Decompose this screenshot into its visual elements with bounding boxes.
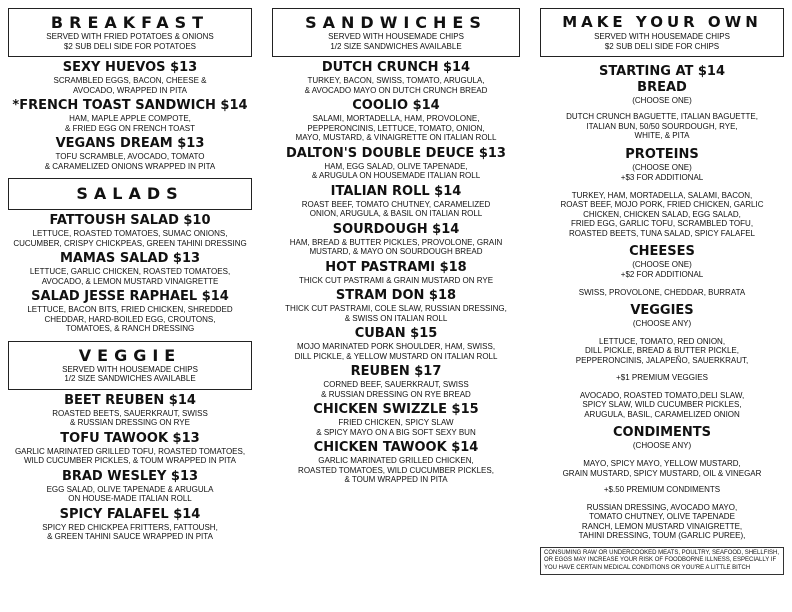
menu-item-description: LETTUCE, GARLIC CHICKEN, ROASTED TOMATOES,: [29, 267, 231, 276]
menu-item-name: COOLIO $14: [352, 98, 440, 113]
veggie-items: [8, 393, 252, 542]
veggie-note: 1/2 SIZE SANDWICHES AVAILABLE: [64, 374, 196, 383]
menu-item-description: MOJO MARINATED PORK SHOULDER, HAM, SWISS,: [296, 342, 496, 351]
menu-item-description: HAM, EGG SALAD, OLIVE TAPENADE,: [324, 161, 468, 171]
sandwiches-header: [272, 8, 520, 57]
list-line: LETTUCE, TOMATO, RED ONION,: [598, 336, 726, 346]
proteins-additional-note: +$3 FOR ADDITIONAL: [620, 172, 704, 182]
middle-column: [272, 8, 520, 485]
menu-item-name: REUBEN $17: [350, 364, 442, 379]
list-line: ITALIAN BUN, 50/50 SOURDOUGH, RYE,: [586, 121, 738, 131]
list-line: WHITE, & PITA: [634, 131, 690, 140]
bread-heading: BREAD: [637, 80, 687, 95]
menu-item-name: SOURDOUGH $14: [332, 221, 460, 237]
food-safety-disclaimer: [540, 547, 784, 576]
menu-item-description: FRIED CHICKEN, SPICY SLAW: [338, 418, 454, 427]
list-line: RANCH, LEMON MUSTARD VINAIGRETTE,: [581, 521, 743, 531]
menu-item: [272, 402, 520, 437]
condiments-heading: CONDIMENTS: [612, 425, 712, 440]
menu-item: [8, 98, 252, 133]
cheeses-choose-note: (CHOOSE ONE): [632, 260, 692, 269]
premium-condiments-note: +$.50 PREMIUM CONDIMENTS: [603, 485, 721, 494]
menu-item-name: SALAD JESSE RAPHAEL $14: [31, 289, 229, 304]
list-line: OR EGGS MAY INCREASE YOUR RISK OF FOODBORNE ILLNESS, ESPECIALLY IF: [544, 557, 777, 563]
menu-item-name: DALTON'S DOUBLE DEUCE $13: [286, 145, 506, 161]
menu-item: [272, 288, 520, 323]
cheeses-additional-note: +$2 FOR ADDITIONAL: [620, 270, 704, 279]
menu-item-description: LETTUCE, ROASTED TOMATOES, SUMAC ONIONS,: [32, 229, 228, 238]
menu-item: [272, 60, 520, 95]
breakfast-items: [8, 60, 252, 171]
menu-item: [8, 431, 252, 466]
list-line: CONSUMING RAW OR UNDERCOOKED MEATS, POULTRY, SEAFOOD, SHELLFISH,: [544, 549, 780, 556]
menu-item-description: WILD CUCUMBER PICKLES, & TOUM WRAPPED IN PITA: [23, 456, 237, 465]
list-line: ROAST BEEF, MOJO PORK, FRIED CHICKEN, GARLIC: [560, 200, 764, 209]
menu-item-description: GARLIC MARINATED GRILLED TOFU, ROASTED TOMATOES,: [14, 446, 246, 456]
breakfast-note: $2 SUB DELI SIDE FOR POTATOES: [63, 41, 197, 51]
list-line: MAYO, SPICY MAYO, YELLOW MUSTARD,: [583, 459, 741, 468]
veggie-note: SERVED WITH HOUSEMADE CHIPS: [62, 364, 198, 374]
salads-title: SALADS: [76, 184, 184, 203]
menu-item-description: & SWISS ON ITALIAN ROLL: [344, 313, 448, 323]
menu-item-description: CUCUMBER, CRISPY CHICKPEAS, GREEN TAHINI DRESSING: [13, 238, 247, 248]
premium-condiments-list: [540, 503, 784, 541]
menu-item-name: HOT PASTRAMI $18: [325, 259, 467, 275]
menu-item-description: ON HOUSE-MADE ITALIAN ROLL: [68, 494, 192, 503]
make-your-own-note: SERVED WITH HOUSEMADE CHIPS: [594, 32, 730, 41]
menu-item-description: SCRAMBLED EGGS, BACON, CHEESE &: [53, 76, 207, 85]
list-line: ROASTED BEETS, TUNA SALAD, SPICY FALAFEL: [569, 228, 755, 238]
menu-item-description: & RUSSIAN DRESSING ON RYE: [70, 418, 190, 427]
menu-item-description: & FRIED EGG ON FRENCH TOAST: [65, 123, 195, 133]
menu-item-description: DILL PICKLE, & YELLOW MUSTARD ON ITALIAN ROLL: [294, 351, 498, 361]
menu-item: [272, 440, 520, 485]
bread-choose-note: (CHOOSE ONE): [632, 96, 692, 105]
menu-item-name: *FRENCH TOAST SANDWICH $14: [12, 98, 248, 113]
menu-item: [8, 60, 252, 95]
proteins-heading: PROTEINS: [625, 146, 699, 162]
breakfast-header: [8, 8, 252, 57]
menu-item: [272, 222, 520, 257]
menu-item-description: AVOCADO, & LEMON MUSTARD VINAIGRETTE: [41, 276, 219, 286]
breakfast-note: SERVED WITH FRIED POTATOES & ONIONS: [46, 32, 214, 41]
sandwiches-items: [272, 60, 520, 485]
menu-item-name: CHICKEN SWIZZLE $15: [313, 402, 479, 417]
list-line: FRIED EGG, GARLIC TOFU, SCRAMBLED TOFU,: [570, 219, 754, 228]
menu-item-description: SALAMI, MORTADELLA, HAM, PROVOLONE,: [312, 114, 480, 123]
menu-item-description: & GREEN TAHINI SAUCE WRAPPED IN PITA: [47, 532, 213, 541]
menu-item-description: THICK CUT PASTRAMI & GRAIN MUSTARD ON RYE: [298, 275, 494, 285]
veggie-title: VEGGIE: [78, 345, 182, 365]
menu-item-name: VEGANS DREAM $13: [55, 136, 205, 151]
condiments-choose-note: (CHOOSE ANY): [632, 441, 692, 450]
veggies-list: [540, 337, 784, 366]
right-column: [540, 8, 784, 575]
menu-item-description: & SPICY MAYO ON A BIG SOFT SEXY BUN: [316, 427, 476, 437]
salads-items: [8, 213, 252, 334]
list-line: RUSSIAN DRESSING, AVOCADO MAYO,: [586, 502, 738, 512]
salads-header: [8, 178, 252, 210]
menu-item: [8, 507, 252, 542]
menu-item: [8, 251, 252, 286]
proteins-choose-note: (CHOOSE ONE): [632, 162, 692, 172]
make-your-own-title: MAKE YOUR OWN: [562, 13, 762, 31]
menu-item: [8, 393, 252, 428]
menu-item-description: & TOUM WRAPPED IN PITA: [344, 475, 448, 484]
menu-item: [272, 146, 520, 181]
menu-item-description: MAYO, MUSTARD, & VINAIGRETTE ON ITALIAN ROLL: [295, 133, 497, 142]
menu-item: [272, 98, 520, 143]
veggie-header: [8, 341, 252, 390]
menu-item: [8, 213, 252, 248]
menu-item-description: HAM, BREAD & BUTTER PICKLES, PROVOLONE, GRAIN: [289, 237, 503, 247]
menu-item: [272, 326, 520, 361]
menu-item-name: FATTOUSH SALAD $10: [49, 213, 211, 228]
left-column: [8, 8, 252, 542]
list-line: TAHINI DRESSING, TOUM (GARLIC PUREE),: [578, 531, 746, 540]
menu-item: [272, 260, 520, 286]
cheeses-heading: CHEESES: [629, 244, 695, 259]
menu-item-description: TOMATOES, & RANCH DRESSING: [65, 324, 195, 333]
menu-item-name: DUTCH CRUNCH $14: [321, 60, 471, 75]
menu-item-name: ITALIAN ROLL $14: [330, 183, 462, 199]
make-your-own-note: $2 SUB DELI SIDE FOR CHIPS: [604, 41, 720, 51]
menu-item-name: TOFU TAWOOK $13: [60, 430, 200, 446]
breakfast-title: BREAKFAST: [50, 13, 210, 32]
menu-item-description: PEPPERONCINIS, LETTUCE, TOMATO, ONION,: [307, 123, 485, 133]
menu-item-description: ROASTED TOMATOES, WILD CUCUMBER PICKLES,: [298, 465, 494, 475]
menu-item-description: ONION, ARUGULA, & BASIL ON ITALIAN ROLL: [309, 209, 483, 218]
menu-item-description: CHEDDAR, HARD-BOILED EGG, CROUTONS,: [44, 314, 216, 324]
list-line: DUTCH CRUNCH BAGUETTE, ITALIAN BAGUETTE,: [566, 112, 758, 121]
proteins-list: [540, 191, 784, 239]
menu-item-name: BEET REUBEN $14: [64, 392, 196, 408]
menu-item: [272, 364, 520, 399]
menu-item-description: ROAST BEEF, TOMATO CHUTNEY, CARAMELIZED: [301, 199, 491, 209]
menu-item-description: & AVOCADO MAYO ON DUTCH CRUNCH BREAD: [304, 85, 488, 95]
list-line: SWISS, PROVOLONE, CHEDDAR, BURRATA: [578, 288, 746, 297]
menu-item-name: SPICY FALAFEL $14: [59, 506, 201, 522]
condiments-list: [540, 459, 784, 478]
sandwiches-note: SERVED WITH HOUSEMADE CHIPS: [328, 32, 464, 41]
veggies-choose-note: (CHOOSE ANY): [632, 318, 692, 328]
menu-item-description: LETTUCE, BACON BITS, FRIED CHICKEN, SHREDDED: [27, 305, 233, 314]
menu-item-description: & ARUGULA ON HOUSEMADE ITALIAN ROLL: [311, 171, 481, 180]
list-line: ARUGULA, BASIL, CARAMELIZED ONION: [584, 409, 740, 419]
menu-item-name: CHICKEN TAWOOK $14: [313, 440, 479, 455]
starting-price: STARTING AT $14: [598, 64, 726, 79]
list-line: TURKEY, HAM, MORTADELLA, SALAMI, BACON,: [571, 190, 753, 200]
menu-item-description: CORNED BEEF, SAUERKRAUT, SWISS: [323, 380, 469, 389]
menu-item-description: & CARAMELIZED ONIONS WRAPPED IN PITA: [44, 161, 216, 171]
menu-item: [272, 184, 520, 219]
menu-item-name: CUBAN $15: [354, 326, 438, 341]
sandwiches-title: SANDWICHES: [305, 13, 487, 32]
menu-item-description: TOFU SCRAMBLE, AVOCADO, TOMATO: [55, 152, 205, 161]
menu-item: [8, 289, 252, 334]
list-line: TOMATO CHUTNEY, OLIVE TAPENADE: [589, 512, 735, 521]
menu-item-name: STRAM DON $18: [335, 288, 457, 303]
menu-item-description: AVOCADO, WRAPPED IN PITA: [73, 85, 187, 95]
menu-item-name: MAMAS SALAD $13: [59, 251, 201, 266]
menu-item: [8, 469, 252, 504]
menu-item-description: EGG SALAD, OLIVE TAPENADE & ARUGULA: [46, 484, 214, 494]
veggies-heading: VEGGIES: [630, 302, 694, 318]
menu-item-description: GARLIC MARINATED GRILLED CHICKEN,: [318, 456, 474, 465]
list-line: CHICKEN, CHICKEN SALAD, EGG SALAD,: [583, 209, 741, 219]
list-line: YOU HAVE CERTAIN MEDICAL CONDITIONS OR YOU'RE A LITTLE BITCH: [544, 564, 751, 571]
make-your-own-header: [540, 8, 784, 57]
menu-item-name: BRAD WESLEY $13: [61, 468, 199, 484]
menu-item-description: & RUSSIAN DRESSING ON RYE BREAD: [321, 389, 471, 399]
premium-veggies-note: +$1 PREMIUM VEGGIES: [616, 373, 708, 382]
sandwiches-note: 1/2 SIZE SANDWICHES AVAILABLE: [330, 41, 462, 51]
premium-veggies-list: [540, 391, 784, 420]
list-line: GRAIN MUSTARD, SPICY MUSTARD, OIL & VINEGAR: [562, 468, 762, 478]
menu-item: [8, 136, 252, 171]
menu-item-name: SEXY HUEVOS $13: [62, 60, 198, 75]
menu-item-description: ROASTED BEETS, SAUERKRAUT, SWISS: [52, 408, 208, 418]
cheeses-list: [540, 288, 784, 298]
menu-item-description: THICK CUT PASTRAMI, COLE SLAW, RUSSIAN DRESSING,: [285, 304, 507, 313]
menu-item-description: SPICY RED CHICKPEA FRITTERS, FATTOUSH,: [42, 522, 218, 532]
list-line: SPICY SLAW, WILD CUCUMBER PICKLES,: [582, 400, 742, 409]
menu-item-description: MUSTARD, & MAYO ON SOURDOUGH BREAD: [309, 247, 483, 256]
list-line: DILL PICKLE, BREAD & BUTTER PICKLE,: [585, 346, 739, 355]
menu-item-description: HAM, MAPLE APPLE COMPOTE,: [69, 114, 191, 123]
menu-item-description: TURKEY, BACON, SWISS, TOMATO, ARUGULA,: [307, 76, 485, 85]
list-line: AVOCADO, ROASTED TOMATO,DELI SLAW,: [579, 390, 745, 400]
list-line: PEPPERONCINIS, JALAPEÑO, SAUERKRAUT,: [575, 355, 749, 365]
bread-list: [540, 112, 784, 141]
